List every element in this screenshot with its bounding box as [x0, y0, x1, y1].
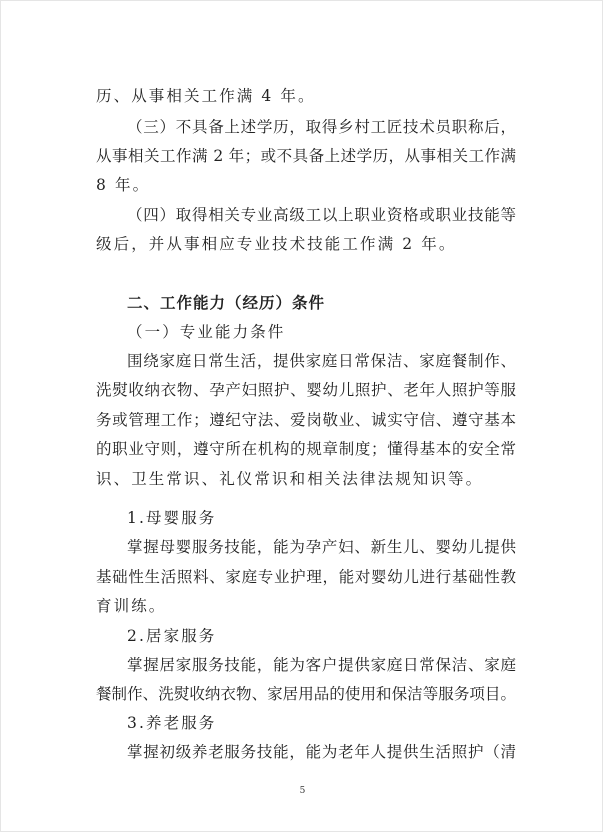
text-line-15: 掌握母婴服务技能，能为孕产妇、新生儿、婴幼儿提供 [127, 538, 516, 556]
text-line-16: 基础性生活照料、家庭专业护理，能对婴幼儿进行基础性教 [96, 568, 516, 586]
text-line-3: 从事相关工作满 2 年；或不具备上述学历，从事相关工作满 [96, 147, 516, 165]
text-line-9: 围绕家庭日常生活，提供家庭日常保洁、家庭餐制作、 [127, 352, 516, 370]
text-line-13: 识、卫生常识、礼仪常识和相关法律法规知识等。 [96, 470, 484, 488]
text-line-4: 8 年。 [96, 176, 151, 194]
text-line-2: （三）不具备上述学历，取得乡村工匠技术员职称后， [127, 118, 516, 136]
text-line-22: 掌握初级养老服务技能，能为老年人提供生活照护（清 [127, 743, 516, 761]
text-line-20: 餐制作、洗熨收纳衣物、家居用品的使用和保洁等服务项目。 [96, 685, 516, 703]
item-heading-elderly: 3.养老服务 [127, 714, 217, 732]
section-heading: 二、工作能力（经历）条件 [127, 294, 326, 312]
item-heading-maternal: 1.母婴服务 [127, 509, 217, 527]
text-line-19: 掌握居家服务技能，能为客户提供家庭日常保洁、家庭 [127, 656, 516, 674]
text-line-17: 育训练。 [96, 597, 167, 615]
subsection-heading: （一）专业能力条件 [127, 323, 286, 341]
text-line-11: 务或管理工作；遵纪守法、爱岗敬业、诚实守信、遵守基本 [96, 411, 516, 429]
text-line-12: 的职业守则，遵守所在机构的规章制度；懂得基本的安全常 [96, 440, 516, 458]
page-number: 5 [299, 786, 306, 796]
item-heading-home: 2.居家服务 [127, 627, 217, 645]
text-line-10: 洗熨收纳衣物、孕产妇照护、婴幼儿照护、老年人照护等服 [96, 381, 516, 399]
text-line-6: 级后，并从事相应专业技术技能工作满 2 年。 [96, 235, 457, 253]
text-line-1: 历、从事相关工作满 4 年。 [96, 87, 316, 105]
text-line-5: （四）取得相关专业高级工以上职业资格或职业技能等 [127, 206, 516, 224]
